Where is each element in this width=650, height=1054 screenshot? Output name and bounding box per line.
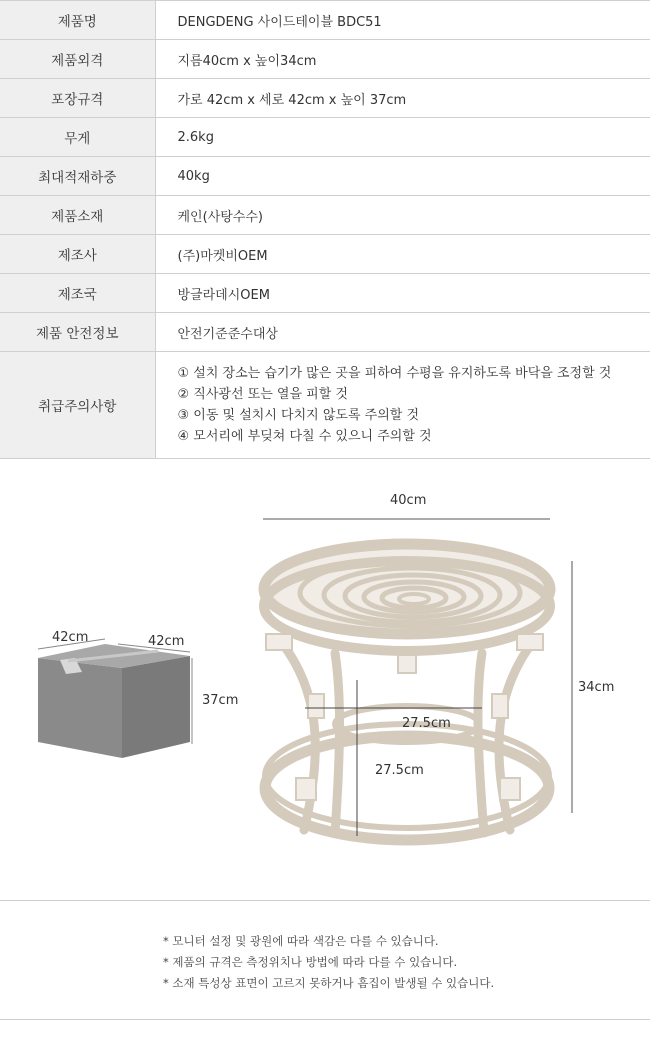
- package-box-illustration: [0, 458, 650, 900]
- caution-item: ④ 모서리에 부딪쳐 다칠 수 있으니 주의할 것: [177, 429, 432, 444]
- spec-label: 제품명: [0, 1, 155, 40]
- spec-row-origin: [0, 274, 650, 313]
- spec-value: 2.6kg: [155, 118, 650, 157]
- spec-value: DENGDENG 사이드테이블 BDC51: [155, 1, 650, 40]
- spec-row-max-load: [0, 157, 650, 196]
- spec-row-safety: [0, 313, 650, 352]
- note-item: * 모니터 설정 및 광원에 따라 색감은 다를 수 있습니다.: [163, 934, 439, 948]
- caution-item: ③ 이동 및 설치시 다치지 않도록 주의할 것: [177, 408, 420, 423]
- spec-value: 40kg: [155, 157, 650, 196]
- spec-label: 제품외격: [0, 40, 155, 79]
- box-width-label: 42cm: [52, 630, 89, 645]
- spec-row-package: [0, 79, 650, 118]
- spec-label: 최대적재하중: [0, 157, 155, 196]
- spec-row-caution: [0, 352, 650, 459]
- box-depth-label: 42cm: [148, 634, 185, 649]
- spec-row-manufacturer: [0, 235, 650, 274]
- inner-width-label: 27.5cm: [402, 716, 451, 731]
- spec-row-material: [0, 196, 650, 235]
- spec-row-name: [0, 1, 650, 40]
- notes-list: [163, 931, 494, 994]
- notes-section: [0, 900, 650, 1020]
- dimension-diagram: [0, 458, 650, 900]
- spec-value: 지름40cm x 높이34cm: [155, 40, 650, 79]
- caution-label: 취급주의사항: [0, 352, 155, 459]
- note-item: * 소재 특성상 표면이 고르지 못하거나 흠집이 발생될 수 있습니다.: [163, 976, 495, 990]
- spec-table: [0, 0, 650, 459]
- spec-value: 가로 42cm x 세로 42cm x 높이 37cm: [155, 79, 650, 118]
- spec-row-weight: [0, 118, 650, 157]
- spec-label: 제품소재: [0, 196, 155, 235]
- spec-value: 방글라데시OEM: [155, 274, 650, 313]
- table-diameter-label: 40cm: [390, 493, 427, 508]
- spec-value: (주)마켓비OEM: [155, 235, 650, 274]
- caution-item: ① 설치 장소는 습기가 많은 곳을 피하여 수평을 유지하도록 바닥을 조정할 것: [177, 366, 612, 381]
- spec-row-size: [0, 40, 650, 79]
- spec-label: 제조국: [0, 274, 155, 313]
- box-height-label: 37cm: [202, 693, 239, 708]
- spec-label: 제조사: [0, 235, 155, 274]
- inner-height-label: 27.5cm: [375, 763, 424, 778]
- spec-value: 케인(사탕수수): [155, 196, 650, 235]
- caution-item: ② 직사광선 또는 열을 피할 것: [177, 387, 348, 402]
- table-height-label: 34cm: [578, 680, 615, 695]
- note-item: * 제품의 규격은 측정위치나 방법에 따라 다를 수 있습니다.: [163, 955, 458, 969]
- caution-value: [155, 352, 650, 459]
- spec-label: 제품 안전정보: [0, 313, 155, 352]
- caution-list: [178, 363, 650, 447]
- spec-label: 무게: [0, 118, 155, 157]
- spec-label: 포장규격: [0, 79, 155, 118]
- spec-value: 안전기준준수대상: [155, 313, 650, 352]
